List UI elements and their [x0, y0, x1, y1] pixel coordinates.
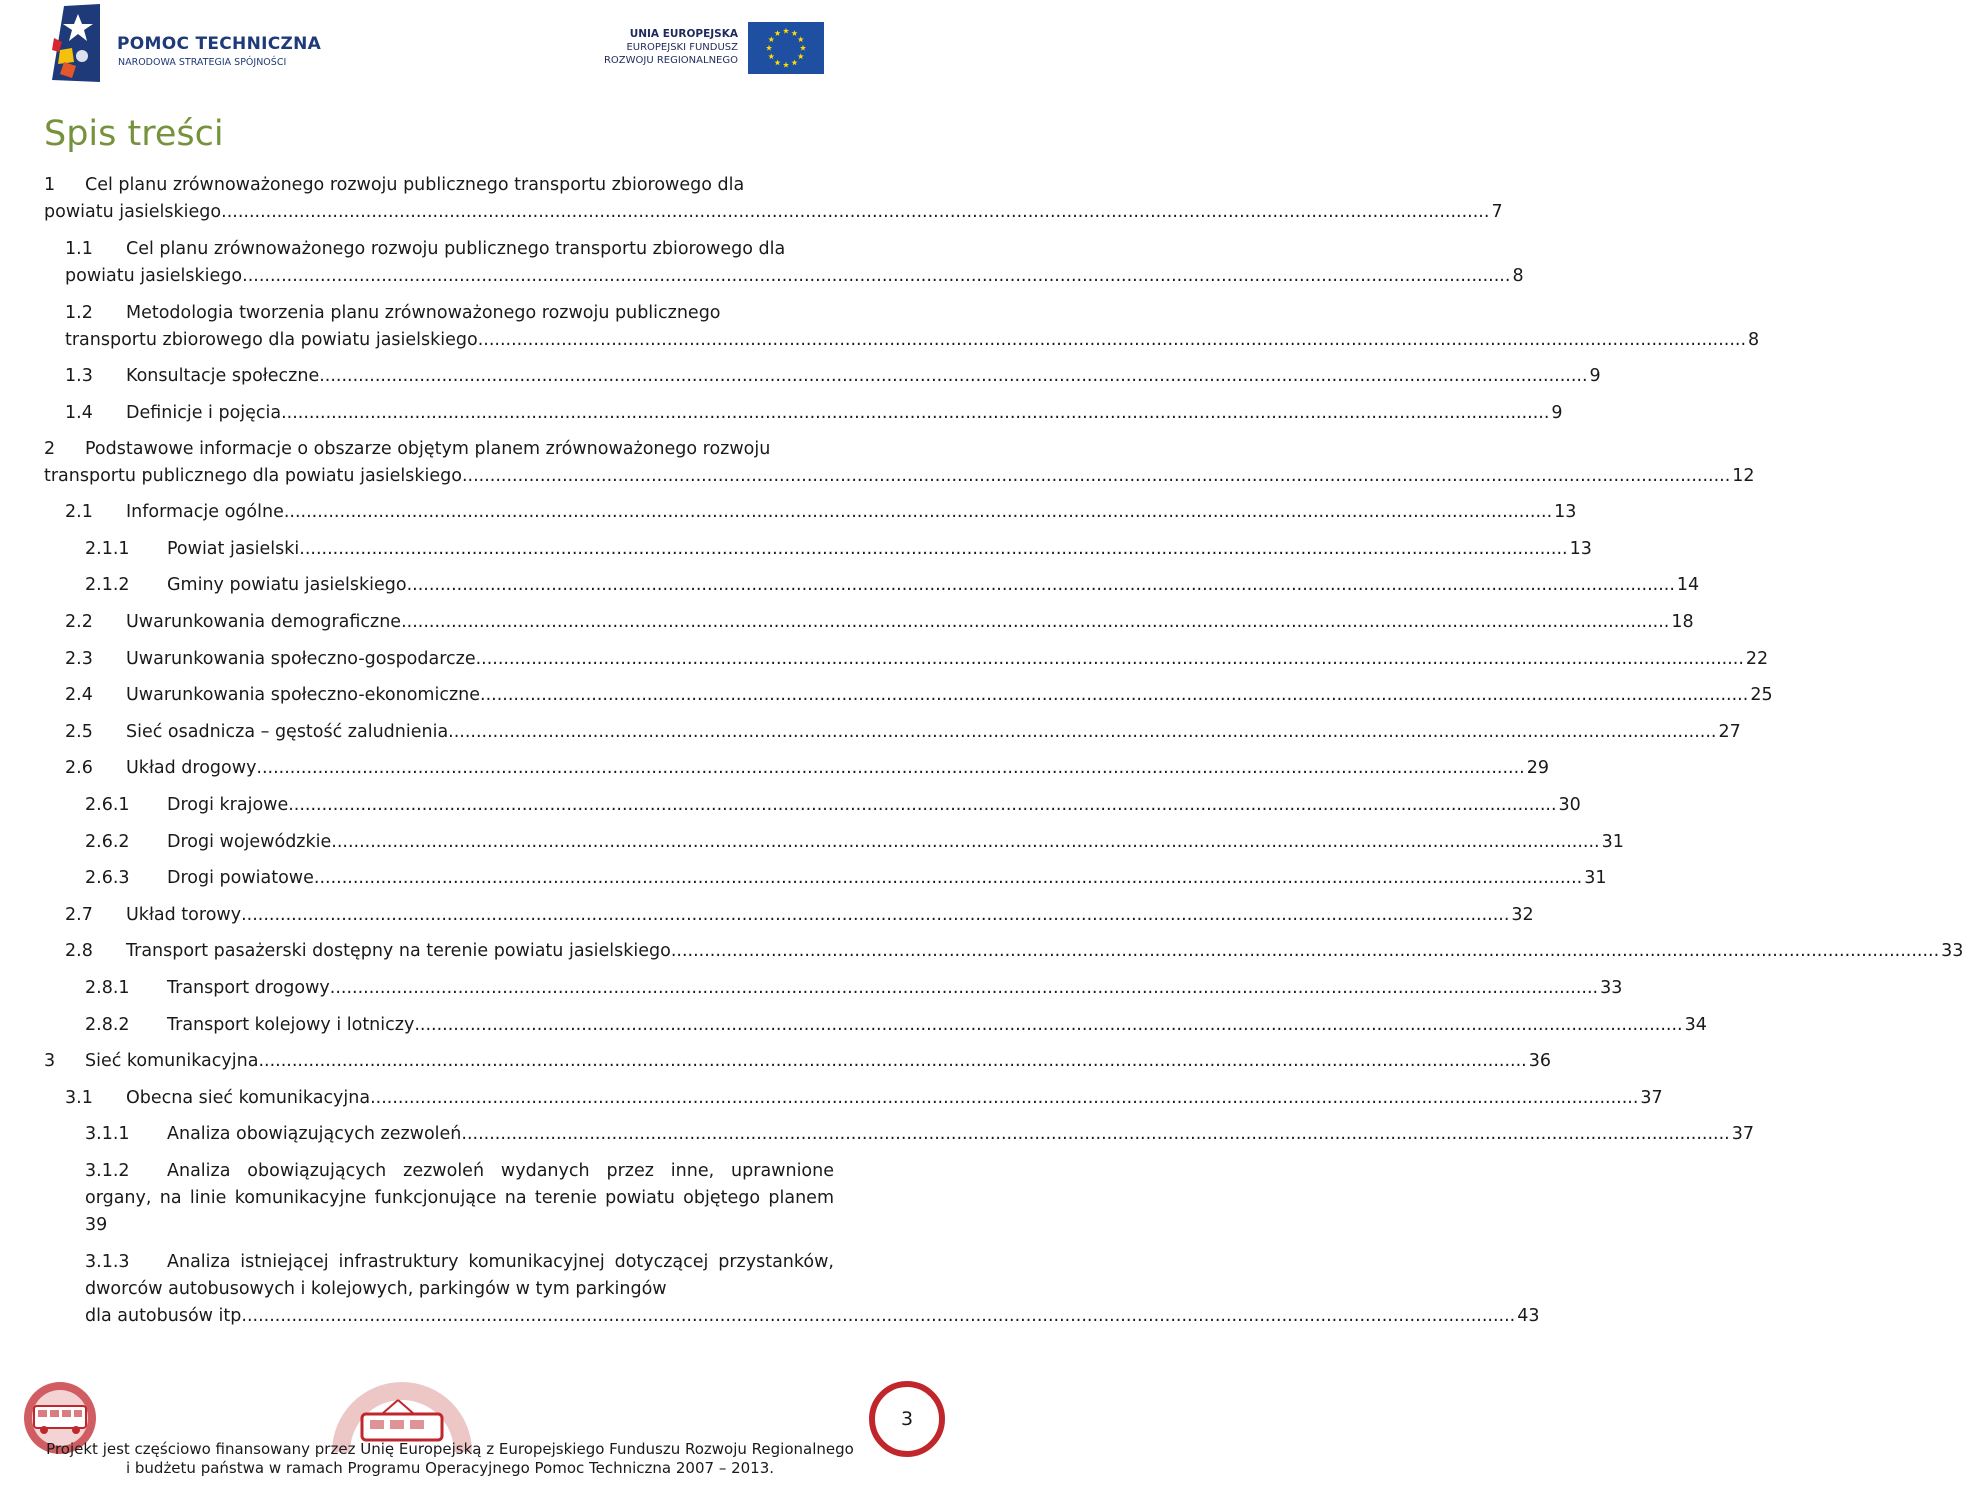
toc-entry-text: Układ torowy: [126, 904, 242, 925]
toc-entry-2-8-2[interactable]: [44, 1012, 1707, 1039]
toc-entry-text: Transport drogowy: [167, 977, 330, 998]
toc-entry-number: 2.8.1: [85, 977, 130, 998]
toc-entry-number: 2.8: [65, 941, 93, 962]
toc-entry-2-4[interactable]: [44, 682, 1773, 709]
toc-entry-text: Gminy powiatu jasielskiego: [167, 575, 407, 596]
toc-entry-page: 30: [1558, 794, 1581, 815]
toc-entry-text: Uwarunkowania społeczno-ekonomiczne: [126, 685, 480, 706]
toc-entry-text: powiatu jasielskiego: [44, 202, 222, 222]
toc-entry-number: 1.3: [65, 366, 93, 386]
eu-logo: [603, 22, 826, 78]
toc-entry-2-1-2[interactable]: [44, 572, 1700, 599]
pomoc-techniczna-emblem-icon: [50, 4, 102, 82]
toc-entry-page: 8: [1748, 330, 1760, 350]
toc-entry-1-3[interactable]: [44, 363, 1601, 390]
eu-logo-text: [604, 28, 738, 67]
footer: [0, 1440, 900, 1478]
toc-entry-3-1[interactable]: [44, 1085, 1663, 1112]
toc-entry-text: Układ drogowy: [126, 758, 257, 779]
toc-entry-1-1[interactable]: [44, 236, 834, 263]
toc-entry-page: 32: [1511, 904, 1534, 925]
toc-entry-number: 1: [44, 175, 56, 195]
toc-entry-number: 2.8.2: [85, 1014, 130, 1035]
toc-entry-number: 2.6.1: [85, 794, 130, 815]
toc-entry-1-4[interactable]: [44, 400, 1563, 427]
toc-entry-3-1-2[interactable]: [44, 1158, 834, 1239]
toc-entry-text: Drogi krajowe: [167, 794, 289, 815]
toc-entry-text: Drogi powiatowe: [167, 868, 314, 889]
toc-entry-2-1-1[interactable]: [44, 536, 1592, 563]
toc-entry-text: Metodologia tworzenia planu zrównoważonego rozwoju publicznego: [126, 303, 721, 323]
toc-entry-page: 14: [1676, 575, 1700, 596]
eu-flag-icon: [748, 22, 824, 74]
toc-entry-page: 43: [1517, 1305, 1540, 1326]
toc-entry-text: Transport pasażerski dostępny na terenie powiatu jasielskiego: [126, 941, 671, 962]
toc-entry-number: 3.1.3: [85, 1251, 130, 1272]
table-of-contents: [44, 172, 1963, 1330]
toc-entry-text: powiatu jasielskiego: [65, 266, 243, 286]
eu-logo-line1: UNIA EUROPEJSKA: [629, 28, 738, 40]
toc-entry-3-1-3[interactable]: [44, 1249, 834, 1303]
toc-entry-text: Sieć osadnicza – gęstość zaludnienia: [126, 721, 449, 742]
toc-entry-1-1-cont[interactable]: [44, 263, 1524, 290]
toc-entry-text: Konsultacje społeczne: [126, 366, 320, 386]
toc-entry-number: 1.1: [65, 239, 93, 259]
toc-entry-text: Informacje ogólne: [126, 502, 284, 523]
toc-entry-page: 33: [1941, 941, 1963, 962]
toc-entry-text: Obecna sieć komunikacyjna: [126, 1087, 371, 1108]
toc-entry-number: 2.2: [65, 611, 93, 632]
train-sign-icon: [322, 1362, 482, 1452]
toc-entry-2-8[interactable]: [44, 938, 1963, 965]
toc-entry-2[interactable]: [44, 436, 834, 463]
toc-entry-page: 34: [1684, 1014, 1707, 1035]
logo-title: POMOC TECHNICZNA: [117, 34, 322, 54]
toc-entry-text: Powiat jasielski: [167, 538, 300, 559]
toc-entry-number: 3.1: [65, 1087, 93, 1108]
toc-entry-page: 18: [1671, 611, 1694, 632]
toc-entry-number: 3.1.1: [85, 1124, 130, 1145]
toc-entry-text: Definicje i pojęcia: [126, 402, 282, 423]
toc-entry-number: 2.4: [65, 685, 93, 706]
toc-entry-number: 2.1.1: [85, 538, 130, 559]
toc-entry-number: 2.6.2: [85, 831, 130, 852]
toc-entry-2-5[interactable]: [44, 719, 1741, 746]
toc-entry-1-2[interactable]: [44, 300, 834, 327]
toc-entry-page: 22: [1745, 648, 1769, 669]
toc-entry-page: 13: [1569, 538, 1592, 559]
toc-entry-2-1[interactable]: [44, 499, 1577, 526]
toc-entry-number: 3: [44, 1051, 56, 1072]
toc-entry-1[interactable]: [44, 172, 834, 199]
toc-entry-number: 2.6.3: [85, 868, 130, 889]
toc-entry-number: 1.2: [65, 303, 93, 323]
toc-entry-page: 31: [1601, 831, 1624, 852]
toc-entry-text: dla autobusów itp.: [85, 1305, 247, 1326]
toc-entry-page: 37: [1640, 1087, 1663, 1108]
toc-entry-2-7[interactable]: [44, 902, 1534, 929]
toc-entry-page: 39: [85, 1214, 108, 1235]
toc-entry-2-cont[interactable]: [44, 463, 1755, 490]
logo-subtitle: NARODOWA STRATEGIA SPÓJNOŚCI: [118, 57, 287, 68]
toc-entry-page: 33: [1600, 977, 1623, 998]
toc-entry-1-2-cont[interactable]: [44, 327, 1760, 354]
toc-entry-number: 2.7: [65, 904, 93, 925]
toc-entry-page: 8: [1512, 266, 1524, 286]
footer-line-2: i budżetu państwa w ramach Programu Operacyjnego Pomoc Techniczna 2007 – 2013.: [125, 1459, 775, 1477]
eu-logo-line2: EUROPEJSKI FUNDUSZ: [626, 42, 738, 53]
toc-entry-1-cont[interactable]: [44, 199, 1503, 226]
toc-entry-page: 12: [1732, 466, 1755, 487]
toc-entry-text: Analiza obowiązujących zezwoleń: [167, 1124, 462, 1145]
toc-entry-number: 2.3: [65, 648, 93, 669]
toc-entry-2-6[interactable]: [44, 755, 1550, 782]
toc-entry-page: 31: [1584, 868, 1607, 889]
toc-entry-3-1-1[interactable]: [44, 1121, 1754, 1148]
toc-entry-page: 36: [1528, 1051, 1552, 1072]
toc-entry-2-3[interactable]: [44, 646, 1769, 673]
toc-entry-number: 3.1.2: [85, 1160, 130, 1181]
toc-entry-text: Uwarunkowania demograficzne: [126, 611, 402, 632]
pomoc-techniczna-logo: [50, 4, 340, 84]
footer-line-1: Projekt jest częściowo finansowany przez Unię Europejską z Europejskiego Funduszu Rozwoju Regionalnego: [46, 1440, 854, 1458]
toc-entry-page: 27: [1718, 721, 1741, 742]
toc-entry-3-1-3-cont[interactable]: [44, 1303, 1540, 1330]
toc-entry-page: 25: [1750, 685, 1773, 706]
toc-entry-text: Podstawowe informacje o obszarze objętym planem zrównoważonego rozwoju: [85, 439, 771, 460]
eu-logo-line3: ROZWOJU REGIONALNEGO: [603, 55, 738, 66]
toc-entry-number: 2.1: [65, 502, 93, 523]
toc-entry-2-6-1[interactable]: [44, 792, 1581, 819]
toc-entry-2-6-2[interactable]: [44, 829, 1624, 856]
toc-entry-number: 1.4: [65, 402, 93, 423]
toc-entry-page: 37: [1731, 1124, 1754, 1145]
toc-entry-text: Cel planu zrównoważonego rozwoju publicznego transportu zbiorowego dla: [85, 175, 745, 195]
toc-entry-number: 2.6: [65, 758, 93, 779]
toc-entry-text: transportu publicznego dla powiatu jasielskiego: [44, 466, 462, 487]
toc-entry-text: Uwarunkowania społeczno-gospodarcze: [126, 648, 476, 669]
toc-entry-number: 2.5: [65, 721, 93, 742]
toc-entry-text: Transport kolejowy i lotniczy: [167, 1014, 415, 1035]
toc-entry-page: 13: [1554, 502, 1577, 523]
toc-entry-2-2[interactable]: [44, 609, 1694, 636]
toc-entry-text: Drogi wojewódzkie: [167, 831, 332, 852]
toc-entry-text: Analiza obowiązujących zezwoleń wydanych przez inne, uprawnione organy, na linie komunikacyjne funkcjonujące na terenie powiatu objętego planem: [85, 1160, 834, 1208]
toc-entry-3[interactable]: [44, 1048, 1552, 1075]
toc-entry-2-8-1[interactable]: [44, 975, 1623, 1002]
toc-entry-text: transportu zbiorowego dla powiatu jasielskiego: [65, 330, 478, 350]
toc-entry-text: Analiza istniejącej infrastruktury komunikacyjnej dotyczącej przystanków, dworców autobusowych i kolejowych, parkingów w tym parkingów: [85, 1251, 834, 1299]
toc-entry-number: 2.1.2: [85, 575, 130, 596]
toc-entry-text: Sieć komunikacyjna: [85, 1051, 259, 1072]
page-number: 3: [900, 1408, 914, 1430]
toc-entry-page: 9: [1589, 366, 1601, 386]
toc-title: Spis treści: [44, 114, 224, 154]
toc-entry-page: 9: [1551, 402, 1563, 423]
toc-entry-number: 2: [44, 439, 56, 460]
toc-entry-page: 7: [1491, 202, 1503, 222]
toc-entry-page: 29: [1526, 758, 1550, 779]
toc-entry-text: Cel planu zrównoważonego rozwoju publicznego transportu zbiorowego dla: [126, 239, 786, 259]
toc-entry-2-6-3[interactable]: [44, 865, 1607, 892]
